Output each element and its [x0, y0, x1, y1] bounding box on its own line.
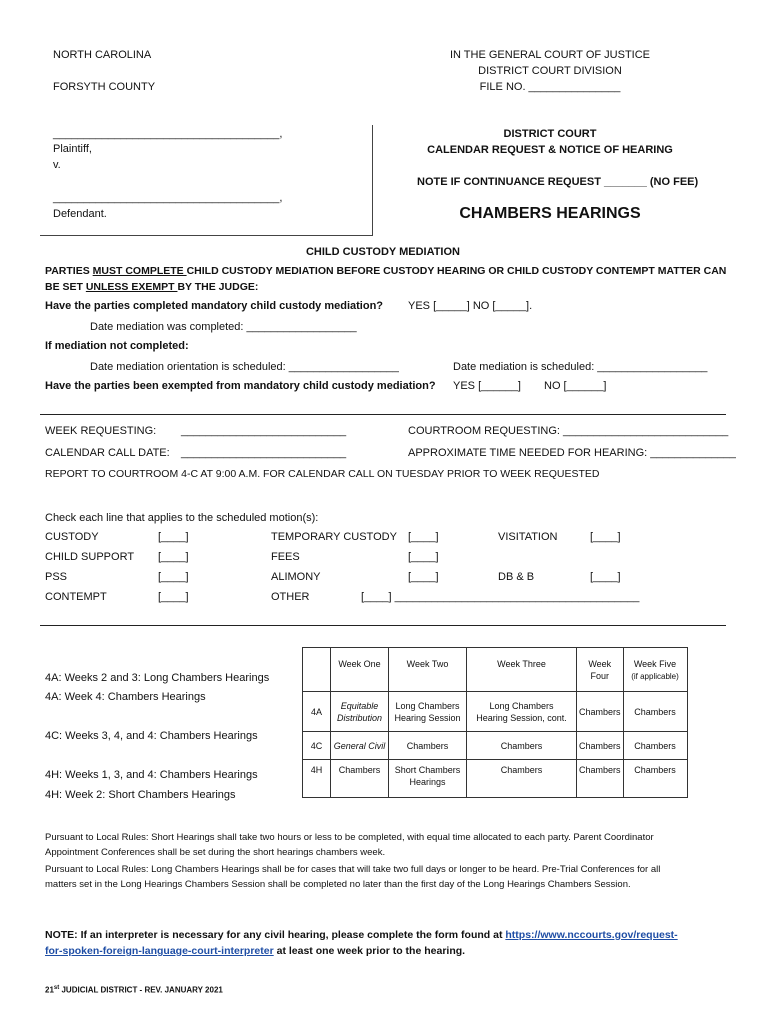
section-divider-2: [40, 625, 726, 626]
week-list-item: 4A: Week 4: Chambers Hearings: [45, 691, 206, 703]
mediation-requirement-line1: PARTIES MUST COMPLETE CHILD CUSTODY MEDIATION BEFORE CUSTODY HEARING OR CHILD CUSTODY CONTEMPT MATTER CAN: [45, 265, 727, 277]
week-list-item: 4C: Weeks 3, 4, and 4: Chambers Hearings: [45, 730, 258, 742]
caption-divider: [372, 125, 373, 235]
table-cell: Chambers: [623, 760, 687, 798]
mediation-completed-answer[interactable]: YES [_____] NO [_____].: [408, 300, 533, 312]
table-cell: Chambers: [389, 732, 467, 760]
motion-temp-custody-label: TEMPORARY CUSTODY: [271, 531, 397, 543]
file-number: FILE NO. _______________: [479, 81, 621, 93]
table-corner-cell: [303, 648, 331, 692]
mediation-completed-question: Have the parties completed mandatory child custody mediation?: [45, 300, 384, 312]
table-cell: Chambers: [331, 760, 389, 798]
versus-label: v.: [53, 159, 61, 171]
motion-temp-custody-box[interactable]: [____]: [408, 531, 439, 543]
motion-alimony-box[interactable]: [____]: [408, 571, 439, 583]
table-row: [303, 760, 688, 798]
header-week-two: Week Two: [389, 648, 467, 692]
week-requesting-line[interactable]: ___________________________: [181, 425, 347, 437]
week-list-item: 4H: Weeks 1, 3, and 4: Chambers Hearings: [45, 769, 258, 781]
court-division: DISTRICT COURT DIVISION: [478, 65, 622, 77]
motion-other-label: OTHER: [271, 591, 310, 603]
motion-custody-label: CUSTODY: [45, 531, 99, 543]
chambers-schedule-table: [302, 647, 688, 798]
exempt-yes[interactable]: YES [______]: [453, 380, 521, 392]
motion-visitation-box[interactable]: [____]: [590, 531, 621, 543]
week-requesting-label: WEEK REQUESTING:: [45, 425, 157, 437]
calendar-call-line[interactable]: ___________________________: [181, 447, 347, 459]
table-cell: Chambers: [577, 760, 624, 798]
table-cell: Short Chambers Hearings: [389, 760, 467, 798]
table-cell: Chambers: [467, 760, 577, 798]
header-week-four: Week Four: [577, 648, 624, 692]
table-row: [303, 692, 688, 732]
mediation-scheduled-date[interactable]: Date mediation is scheduled: __________________: [453, 361, 708, 373]
county-label: FORSYTH COUNTY: [53, 81, 156, 93]
interpreter-note-line2: for-spoken-foreign-language-court-interpreter at least one week prior to the hearing.: [45, 945, 466, 957]
motion-pss-box[interactable]: [____]: [158, 571, 189, 583]
mediation-not-completed-label: If mediation not completed:: [45, 340, 189, 352]
motion-contempt-label: CONTEMPT: [45, 591, 107, 603]
rule-short-hearings-1: Pursuant to Local Rules: Short Hearings shall take two hours or less to be completed, with equal time allocated to each party. Parent Coordinator: [45, 832, 654, 843]
caption-underline: [40, 235, 373, 236]
chambers-hearings-title: CHAMBERS HEARINGS: [459, 205, 641, 222]
motion-visitation-label: VISITATION: [498, 531, 558, 543]
interpreter-form-link[interactable]: https://www.nccourts.gov/request-: [505, 929, 678, 941]
table-cell: Chambers: [577, 732, 624, 760]
motion-child-support-label: CHILD SUPPORT: [45, 551, 135, 563]
rule-short-hearings-2: Appointment Conferences shall be set during the short hearings chambers week.: [45, 847, 386, 858]
table-cell: Equitable Distribution: [331, 692, 389, 732]
rule-long-hearings-1: Pursuant to Local Rules: Long Chambers Hearings shall be for cases that will take two full days or longer to be heard. Pre-Trial Conferences for all: [45, 864, 661, 875]
courtroom-requesting[interactable]: COURTROOM REQUESTING: ___________________________: [408, 425, 729, 437]
continuance-note: NOTE IF CONTINUANCE REQUEST _______ (NO FEE): [417, 176, 699, 188]
plaintiff-label: Plaintiff,: [53, 143, 92, 155]
header-week-one: Week One: [331, 648, 389, 692]
mediation-exempt-question: Have the parties been exempted from mandatory child custody mediation?: [45, 380, 436, 392]
header-week-five: Week Five (if applicable): [623, 648, 687, 692]
table-cell: Chambers: [623, 732, 687, 760]
court-name: IN THE GENERAL COURT OF JUSTICE: [449, 49, 651, 61]
title-district-court: DISTRICT COURT: [503, 128, 597, 140]
week-list-item: 4H: Week 2: Short Chambers Hearings: [45, 789, 236, 801]
mediation-heading: CHILD CUSTODY MEDIATION: [305, 246, 460, 258]
week-list-item: 4A: Weeks 2 and 3: Long Chambers Hearings: [45, 672, 270, 684]
table-cell: Long Chambers Hearing Session: [389, 692, 467, 732]
table-row: [303, 732, 688, 760]
rule-long-hearings-2: matters set in the Long Hearings Chambers Session shall be completed no later than the first day of the Long Hearings Chambers Session.: [45, 879, 631, 890]
table-cell: Chambers: [467, 732, 577, 760]
exempt-no[interactable]: NO [______]: [544, 380, 607, 392]
interpreter-note-line1: NOTE: If an interpreter is necessary for any civil hearing, please complete the form found at https://www.nccourts.gov/request-: [45, 929, 678, 941]
calendar-call-label: CALENDAR CALL DATE:: [45, 447, 170, 459]
approx-time-needed[interactable]: APPROXIMATE TIME NEEDED FOR HEARING: ______________: [408, 447, 736, 459]
mediation-requirement-line2: BE SET UNLESS EXEMPT BY THE JUDGE:: [45, 281, 259, 293]
defendant-label: Defendant.: [53, 208, 107, 220]
interpreter-form-link-cont[interactable]: for-spoken-foreign-language-court-interpreter: [45, 945, 274, 957]
motion-other-line[interactable]: [____] ________________________________________: [361, 591, 640, 603]
mediation-completed-date[interactable]: Date mediation was completed: __________________: [90, 321, 357, 333]
footer-district: 21st JUDICIAL DISTRICT - REV. JANUARY 2021: [45, 985, 223, 995]
header-week-three: Week Three: [467, 648, 577, 692]
motion-dbb-label: DB & B: [498, 571, 535, 583]
motions-intro: Check each line that applies to the scheduled motion(s):: [45, 512, 319, 524]
room-cell: 4A: [303, 692, 331, 732]
room-cell: 4C: [303, 732, 331, 760]
motion-pss-label: PSS: [45, 571, 68, 583]
table-cell: General Civil: [331, 732, 389, 760]
motion-child-support-box[interactable]: [____]: [158, 551, 189, 563]
motion-fees-box[interactable]: [____]: [408, 551, 439, 563]
table-cell: Chambers: [623, 692, 687, 732]
defendant-line[interactable]: _____________________________________,: [53, 192, 283, 204]
orientation-date[interactable]: Date mediation orientation is scheduled: __________________: [90, 361, 399, 373]
report-instruction: REPORT TO COURTROOM 4-C AT 9:00 A.M. FOR CALENDAR CALL ON TUESDAY PRIOR TO WEEK REQUESTED: [45, 468, 600, 480]
motion-contempt-box[interactable]: [____]: [158, 591, 189, 603]
motion-custody-box[interactable]: [____]: [158, 531, 189, 543]
motion-alimony-label: ALIMONY: [271, 571, 321, 583]
plaintiff-line[interactable]: _____________________________________,: [53, 128, 283, 140]
table-cell: Chambers: [577, 692, 624, 732]
title-calendar-request: CALENDAR REQUEST & NOTICE OF HEARING: [427, 144, 673, 156]
table-cell: Long Chambers Hearing Session, cont.: [467, 692, 577, 732]
room-cell: 4H: [303, 760, 331, 798]
table-header-row: [303, 648, 688, 692]
motion-dbb-box[interactable]: [____]: [590, 571, 621, 583]
section-divider-1: [40, 414, 726, 415]
state-label: NORTH CAROLINA: [53, 49, 152, 61]
motion-fees-label: FEES: [271, 551, 300, 563]
